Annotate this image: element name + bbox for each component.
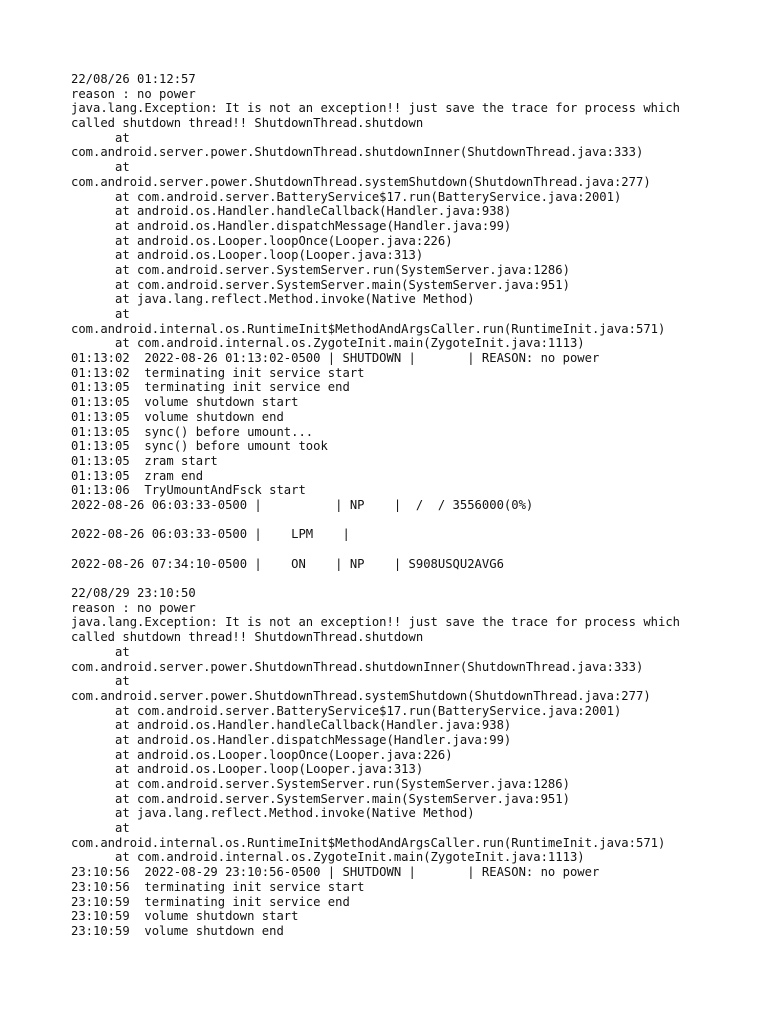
- log-line: at: [71, 674, 130, 689]
- log-line: 01:13:02 2022-08-26 01:13:02-0500 | SHUTDOWN | | REASON: no power: [71, 351, 600, 366]
- log-line: java.lang.Exception: It is not an exception!! just save the trace for process which: [71, 615, 681, 630]
- log-line: com.android.internal.os.RuntimeInit$MethodAndArgsCaller.run(RuntimeInit.java:571): [71, 321, 666, 336]
- log-line: 01:13:02 terminating init service start: [71, 365, 365, 380]
- log-line: 01:13:05 sync() before umount...: [71, 424, 314, 439]
- log-line: at com.android.server.SystemServer.main(SystemServer.java:951): [71, 791, 570, 806]
- log-line: 23:10:59 volume shutdown end: [71, 923, 284, 938]
- log-line: [71, 542, 761, 557]
- log-line: 01:13:05 volume shutdown start: [71, 395, 299, 410]
- log-line: reason : no power: [71, 600, 196, 615]
- log-document: [71, 72, 761, 939]
- log-line: at android.os.Handler.handleCallback(Handler.java:938): [71, 718, 512, 733]
- log-line: 01:13:05 sync() before umount took: [71, 439, 328, 454]
- log-line: at android.os.Handler.handleCallback(Handler.java:938): [71, 204, 512, 219]
- log-line: com.android.server.power.ShutdownThread.shutdownInner(ShutdownThread.java:333): [71, 145, 644, 160]
- log-line: com.android.server.power.ShutdownThread.systemShutdown(ShutdownThread.java:277): [71, 174, 651, 189]
- log-line: 22/08/29 23:10:50: [71, 586, 196, 601]
- log-line: at android.os.Handler.dispatchMessage(Handler.java:99): [71, 218, 512, 233]
- log-line: called shutdown thread!! ShutdownThread.shutdown: [71, 116, 424, 131]
- log-line: 2022-08-26 07:34:10-0500 | ON | NP | S908USQU2AVG6: [71, 556, 504, 571]
- log-line: at com.android.server.BatteryService$17.run(BatteryService.java:2001): [71, 703, 622, 718]
- log-line: com.android.server.power.ShutdownThread.systemShutdown(ShutdownThread.java:277): [71, 688, 651, 703]
- log-line: java.lang.Exception: It is not an exception!! just save the trace for process which: [71, 101, 681, 116]
- log-line: 23:10:59 terminating init service end: [71, 894, 350, 909]
- log-line: 22/08/26 01:12:57: [71, 72, 196, 86]
- log-line: at com.android.server.SystemServer.main(SystemServer.java:951): [71, 277, 570, 292]
- log-line: at: [71, 307, 130, 321]
- log-line: 23:10:56 terminating init service start: [71, 879, 365, 894]
- log-line: 2022-08-26 06:03:33-0500 | | NP | / / 3556000(0%): [71, 497, 534, 512]
- log-line: at: [71, 160, 130, 175]
- log-line: reason : no power: [71, 86, 196, 101]
- log-line: at android.os.Looper.loop(Looper.java:313): [71, 248, 424, 263]
- log-line: at com.android.internal.os.ZygoteInit.main(ZygoteInit.java:1113): [71, 850, 585, 865]
- log-line: at java.lang.reflect.Method.invoke(Native Method): [71, 292, 475, 307]
- log-line: [71, 513, 761, 528]
- log-line: at android.os.Handler.dispatchMessage(Handler.java:99): [71, 732, 512, 747]
- log-line: 01:13:05 terminating init service end: [71, 380, 350, 395]
- log-line: at android.os.Looper.loopOnce(Looper.java:226): [71, 233, 453, 248]
- log-line: at com.android.server.SystemServer.run(SystemServer.java:1286): [71, 777, 570, 791]
- log-line: at: [71, 130, 130, 145]
- log-line: at com.android.server.BatteryService$17.run(BatteryService.java:2001): [71, 189, 622, 204]
- log-line: 01:13:06 TryUmountAndFsck start: [71, 483, 306, 498]
- log-line: 23:10:56 2022-08-29 23:10:56-0500 | SHUTDOWN | | REASON: no power: [71, 865, 600, 880]
- log-line: at com.android.server.SystemServer.run(SystemServer.java:1286): [71, 262, 570, 277]
- log-line: at: [71, 644, 130, 659]
- log-line: at com.android.internal.os.ZygoteInit.main(ZygoteInit.java:1113): [71, 336, 585, 351]
- log-line: 01:13:05 zram start: [71, 453, 218, 468]
- log-line: com.android.server.power.ShutdownThread.shutdownInner(ShutdownThread.java:333): [71, 659, 644, 674]
- log-line: com.android.internal.os.RuntimeInit$MethodAndArgsCaller.run(RuntimeInit.java:571): [71, 835, 666, 850]
- log-line: 01:13:05 volume shutdown end: [71, 409, 284, 424]
- log-line: [71, 571, 761, 586]
- log-line: at java.lang.reflect.Method.invoke(Native Method): [71, 806, 475, 821]
- log-line: called shutdown thread!! ShutdownThread.shutdown: [71, 630, 424, 645]
- log-line: 01:13:05 zram end: [71, 468, 204, 483]
- log-line: 2022-08-26 06:03:33-0500 | LPM |: [71, 527, 350, 542]
- log-line: 23:10:59 volume shutdown start: [71, 909, 299, 924]
- log-line: at android.os.Looper.loop(Looper.java:313): [71, 762, 424, 777]
- log-line: at android.os.Looper.loopOnce(Looper.java:226): [71, 747, 453, 762]
- log-line: at: [71, 821, 130, 836]
